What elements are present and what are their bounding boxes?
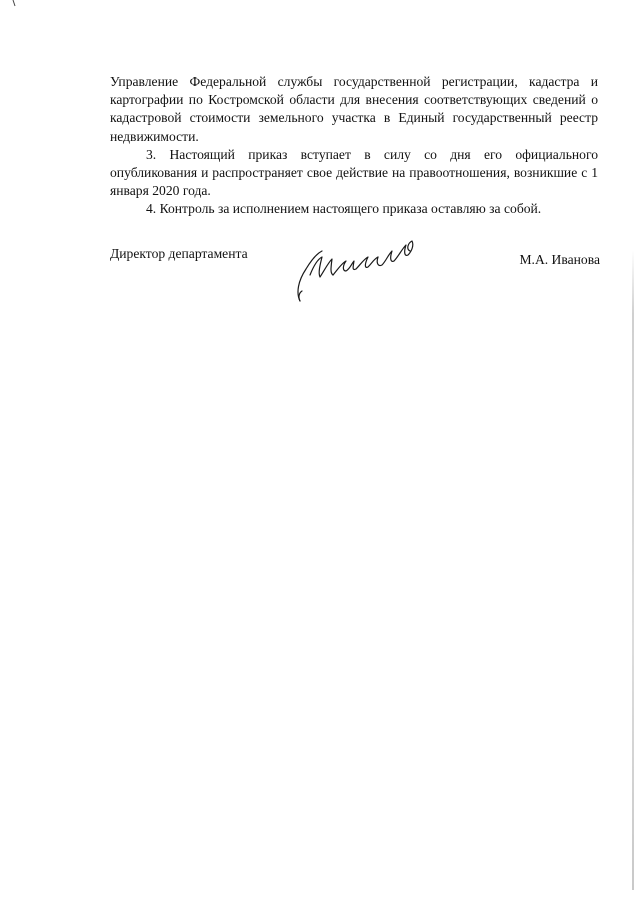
signature-block [110,245,600,315]
signer-title: Директор департамента [110,246,248,261]
paragraph-item-4: 4. Контроль за исполнением настоящего приказа оставляю за собой. [146,201,542,217]
paragraph-item-3: 3. Настоящий приказ вступает в силу со дня его официального опубликования и распространяет свое действие на правоотношения, возникшие с 1 января 2020 года. [110,146,598,199]
scan-corner-mark [12,0,18,8]
signer-name: М.А. Иванова [519,252,600,267]
paragraph-continuation: Управление Федеральной службы государственной регистрации, кадастра и картографии по Костромской области для внесения соответствующих сведений о кадастровой стоимости земельного участка в Единый государственный реестр недвижимости. [110,74,598,144]
handwritten-signature [288,235,428,305]
scan-page-edge [632,250,634,890]
document-body [110,73,598,219]
